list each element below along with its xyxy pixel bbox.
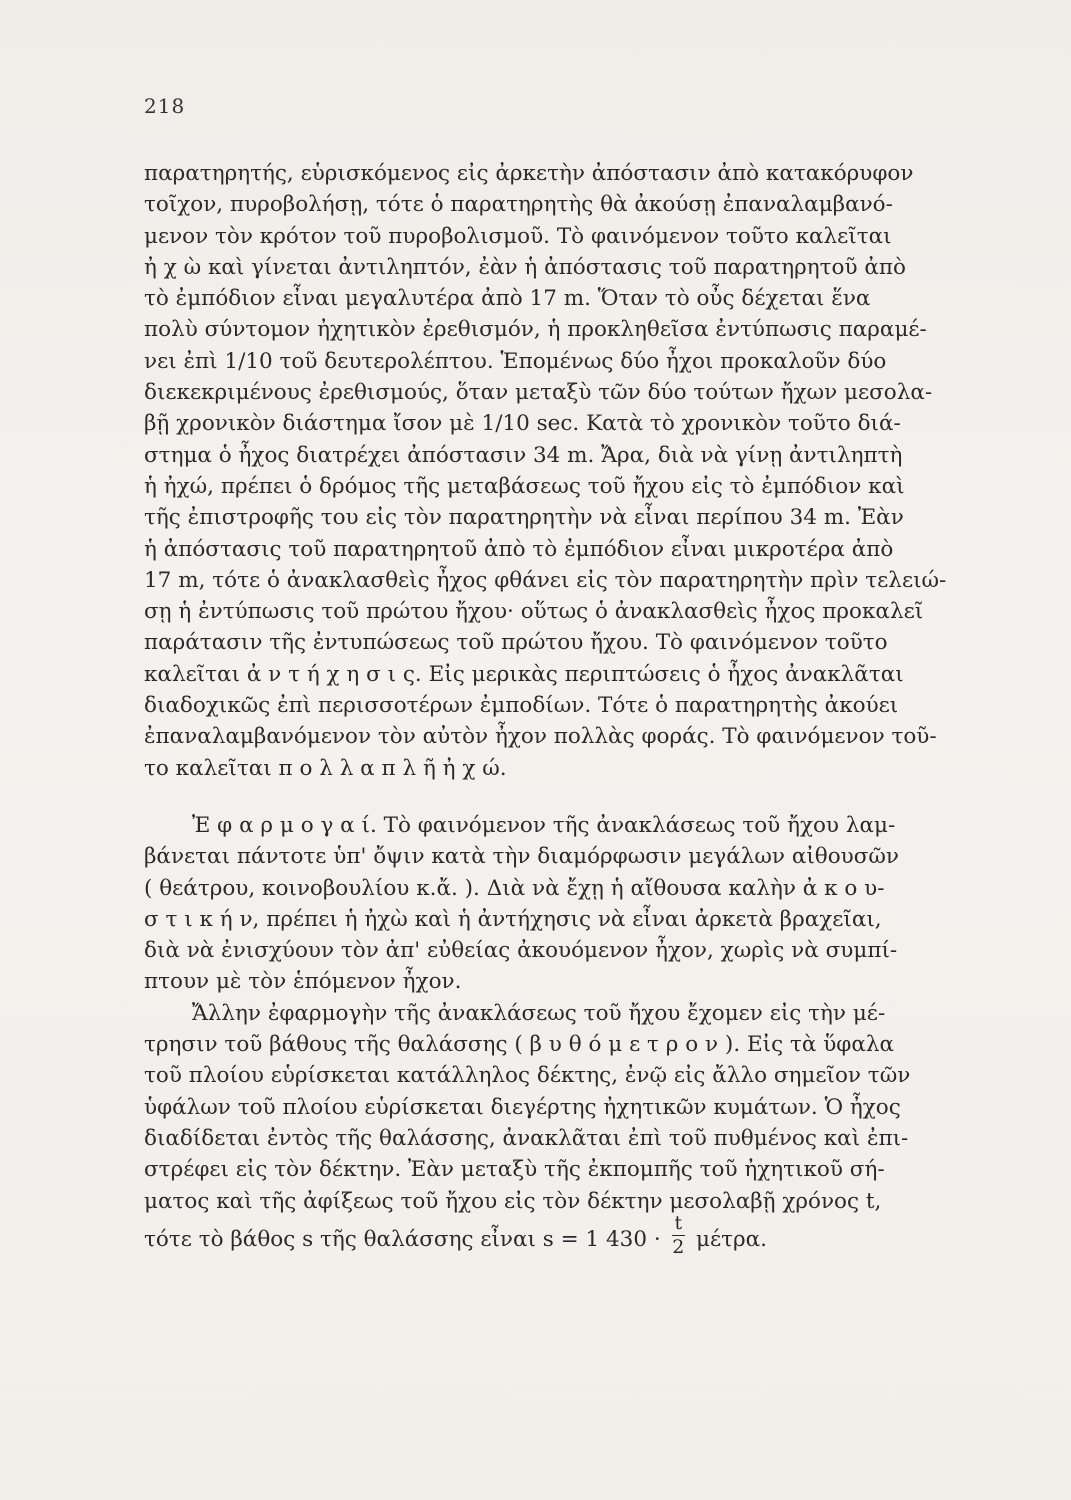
text-line: ἐπαναλαμβανόμενον τὸν αὐτὸν ἦχον πολλὰς φοράς. Τὸ φαινόμενον τοῦ- bbox=[144, 724, 937, 750]
text-line: ἡ ἀπόστασις τοῦ παρατηρητοῦ ἀπὸ τὸ ἐμπόδιον εἶναι μικροτέρα ἀπὸ bbox=[144, 536, 894, 562]
text-line: διαδοχικῶς ἐπὶ περισσοτέρων ἐμποδίων. Τότε ὁ παρατηρητὴς ἀκούει bbox=[144, 693, 899, 719]
body-text bbox=[144, 158, 947, 1263]
formula-line bbox=[144, 1212, 944, 1263]
text-line: πτουν μὲ τὸν ἑπόμενον ἦχον. bbox=[144, 969, 462, 995]
page-number: 218 bbox=[144, 94, 186, 118]
text-line: στρέφει εἰς τὸν δέκτην. Ἐὰν μεταξὺ τῆς ἐκπομπῆς τοῦ ἠχητικοῦ σή- bbox=[144, 1157, 885, 1183]
fraction-numerator: t bbox=[672, 1214, 686, 1236]
text-line: ἡ ἠχώ, πρέπει ὁ δρόμος τῆς μεταβάσεως τοῦ ἤχου εἰς τὸ ἐμπόδιον καὶ bbox=[144, 473, 905, 499]
text-line: τὸ ἐμπόδιον εἶναι μεγαλυτέρα ἀπὸ 17 m. Ὅταν τὸ οὖς δέχεται ἕνα bbox=[144, 286, 871, 312]
text-line: τῆς ἐπιστροφῆς του εἰς τὸν παρατηρητὴν νὰ εἶναι περίπου 34 m. Ἐὰν bbox=[144, 505, 904, 531]
text-line: βῇ χρονικὸν διάστημα ἴσον μὲ 1/10 sec. Κατὰ τὸ χρονικὸν τοῦτο διά- bbox=[144, 411, 901, 437]
text-line: τοῦ πλοίου εὑρίσκεται κατάλληλος δέκτης, ἐνῷ εἰς ἄλλο σημεῖον τῶν bbox=[144, 1063, 911, 1089]
text-line: μενον τὸν κρότον τοῦ πυροβολισμοῦ. Τὸ φαινόμενον τοῦτο καλεῖται bbox=[144, 223, 892, 249]
text-line: ματος καὶ τῆς ἀφίξεως τοῦ ἤχου εἰς τὸν δέκτην μεσολαβῇ χρόνος t, bbox=[144, 1188, 882, 1214]
text-line: σῃ ἡ ἐντύπωσις τοῦ πρώτου ἤχου· οὕτως ὁ ἀνακλασθεὶς ἦχος προκαλεῖ bbox=[144, 599, 924, 625]
text-line: καλεῖται ἀ ν τ ή χ η σ ι ς. Εἰς μερικὰς περιπτώσεις ὁ ἦχος ἀνακλᾶται bbox=[144, 661, 904, 687]
text-line: διεκεκριμένους ἐρεθισμούς, ὅταν μεταξὺ τῶν δύο τούτων ἤχων μεσολα- bbox=[144, 380, 933, 406]
paragraph-gap bbox=[144, 784, 944, 810]
text-line: 17 m, τότε ὁ ἀνακλασθεὶς ἦχος φθάνει εἰς τὸν παρατηρητὴν πρὶν τελειώ- bbox=[144, 567, 947, 593]
text-line: ὑφάλων τοῦ πλοίου εὑρίσκεται διεγέρτης ἠχητικῶν κυμάτων. Ὁ ἦχος bbox=[144, 1094, 901, 1120]
text-line: παράτασιν τῆς ἐντυπώσεως τοῦ πρώτου ἤχου. Τὸ φαινόμενον τοῦτο bbox=[144, 630, 888, 656]
text-line: το καλεῖται π ο λ λ α π λ ῆ ἠ χ ώ. bbox=[144, 755, 507, 781]
paragraph-1 bbox=[144, 158, 947, 784]
text-line: τοῖχον, πυροβολήσῃ, τότε ὁ παρατηρητὴς θὰ ἀκούσῃ ἐπαναλαμβανό- bbox=[144, 192, 893, 218]
text-line: παρατηρητής, εὑρισκόμενος εἰς ἀρκετὴν ἀπόστασιν ἀπὸ κατακόρυφον bbox=[144, 161, 914, 186]
text-line: σ τ ι κ ή ν, πρέπει ἡ ἠχὼ καὶ ἡ ἀντήχησις νὰ εἶναι ἀρκετὰ βραχεῖαι, bbox=[144, 906, 882, 932]
text-line: νει ἐπὶ 1/10 τοῦ δευτερολέπτου. Ἑπομένως δύο ἦχοι προκαλοῦν δύο bbox=[144, 348, 887, 374]
text-line: τρησιν τοῦ βάθους τῆς θαλάσσης ( β υ θ ό μ ε τ ρ ο ν ). Εἰς τὰ ὕφαλα bbox=[144, 1032, 895, 1058]
text-line: Ἐ φ α ρ μ ο γ α ί. Τὸ φαινόμενον τῆς ἀνακλάσεως τοῦ ἤχου λαμ- bbox=[192, 812, 896, 838]
formula-text-after: μέτρα. bbox=[696, 1226, 768, 1252]
text-line: διαδίδεται ἐντὸς τῆς θαλάσσης, ἀνακλᾶται ἐπὶ τοῦ πυθμένος καὶ ἐπι- bbox=[144, 1125, 909, 1151]
text-line: ἠ χ ὼ καὶ γίνεται ἀντιληπτόν, ἐὰν ἡ ἀπόστασις τοῦ παρατηρητοῦ ἀπὸ bbox=[144, 254, 906, 280]
text-line: διὰ νὰ ἐνισχύουν τὸν ἀπ' εὐθείας ἀκουόμενον ἦχον, χωρὶς νὰ συμπί- bbox=[144, 938, 898, 964]
paragraph-3 bbox=[144, 998, 944, 1217]
fraction-denominator: 2 bbox=[672, 1236, 685, 1259]
paragraph-2 bbox=[144, 810, 944, 998]
text-line: ( θεάτρου, κοινοβουλίου κ.ἄ. ). Διὰ νὰ ἔχῃ ἡ αἴθουσα καλὴν ἀ κ ο υ- bbox=[144, 875, 885, 901]
text-line: στημα ὁ ἦχος διατρέχει ἀπόστασιν 34 m. Ἄρα, διὰ νὰ γίνῃ ἀντιληπτὴ bbox=[144, 442, 903, 468]
text-line: βάνεται πάντοτε ὑπ' ὄψιν κατὰ τὴν διαμόρφωσιν μεγάλων αἰθουσῶν bbox=[144, 844, 899, 870]
fraction-t-over-2 bbox=[672, 1214, 686, 1257]
formula-text-before: τότε τὸ βάθος s τῆς θαλάσσης εἶναι s = 1 430 · bbox=[144, 1226, 661, 1252]
text-line: Ἄλλην ἐφαρμογὴν τῆς ἀνακλάσεως τοῦ ἤχου ἔχομεν εἰς τὴν μέ- bbox=[192, 1000, 886, 1026]
text-line: πολὺ σύντομον ἠχητικὸν ἐρεθισμόν, ἡ προκληθεῖσα ἐντύπωσις παραμέ- bbox=[144, 317, 927, 343]
